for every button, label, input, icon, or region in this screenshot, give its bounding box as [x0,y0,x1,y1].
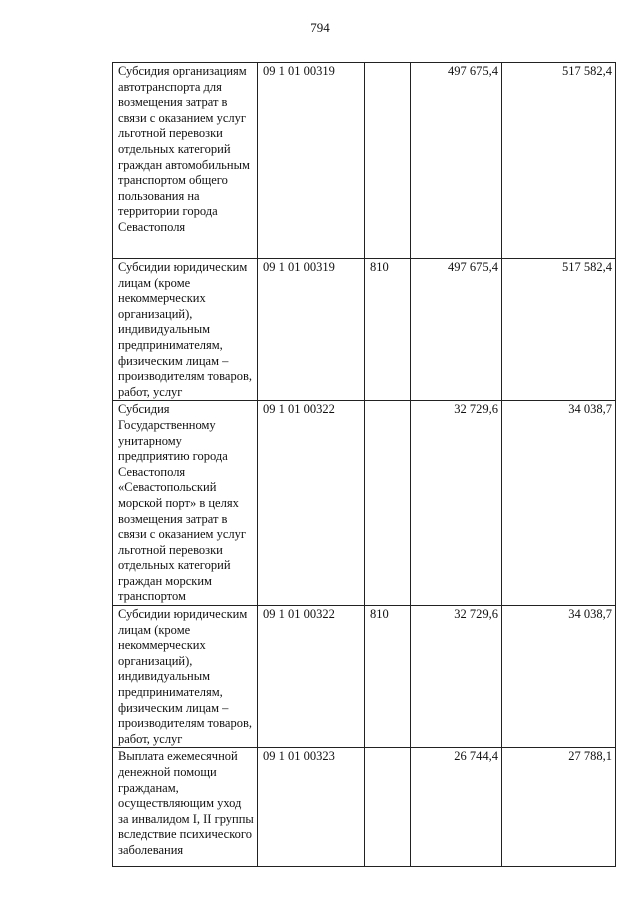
row-name-cell: Субсидии юридическим лицам (кроме некоммерческих организаций), индивидуальным предпринимателям, физическим лицам – производителям товаров, работ, услуг [113,259,258,401]
row-year2-amount-cell: 27 788,1 [502,748,616,867]
row-code-cell: 09 1 01 00323 [258,748,365,867]
row-name-cell: Субсидия организациям автотранспорта для возмещения затрат в связи с оказанием услуг льготной перевозки отдельных категорий граждан автомобильным транспортом общего пользования на территории города Севастополя [113,63,258,259]
row-year1-amount-cell: 497 675,4 [411,259,502,401]
row-expense-type-cell [365,748,411,867]
row-code-cell: 09 1 01 00322 [258,401,365,606]
row-year1-amount-cell: 32 729,6 [411,401,502,606]
row-year2-amount-cell: 517 582,4 [502,63,616,259]
table-row [113,63,616,259]
row-name-cell: Субсидия Государственному унитарному предприятию города Севастополя «Севастопольский морской порт» в целях возмещения затрат в связи с оказанием услуг льготной перевозки отдельных категорий граждан морским транспортом [113,401,258,606]
table-row [113,401,616,606]
row-code-cell: 09 1 01 00319 [258,63,365,259]
row-year2-amount-cell: 34 038,7 [502,606,616,748]
row-year1-amount-cell: 32 729,6 [411,606,502,748]
row-year1-amount-cell: 497 675,4 [411,63,502,259]
row-expense-type-cell [365,401,411,606]
row-year2-amount-cell: 517 582,4 [502,259,616,401]
table-row [113,606,616,748]
row-expense-type-cell: 810 [365,259,411,401]
row-code-cell: 09 1 01 00322 [258,606,365,748]
page-number: 794 [310,20,330,35]
row-name-cell: Субсидии юридическим лицам (кроме некоммерческих организаций), индивидуальным предпринимателям, физическим лицам – производителям товаров, работ, услуг [113,606,258,748]
row-expense-type-cell [365,63,411,259]
table-row [113,259,616,401]
table-row [113,748,616,867]
row-name-cell: Выплата ежемесячной денежной помощи гражданам, осуществляющим уход за инвалидом I, II группы вследствие психического заболевания [113,748,258,867]
budget-table [112,62,616,867]
row-expense-type-cell: 810 [365,606,411,748]
row-code-cell: 09 1 01 00319 [258,259,365,401]
row-year2-amount-cell: 34 038,7 [502,401,616,606]
row-year1-amount-cell: 26 744,4 [411,748,502,867]
